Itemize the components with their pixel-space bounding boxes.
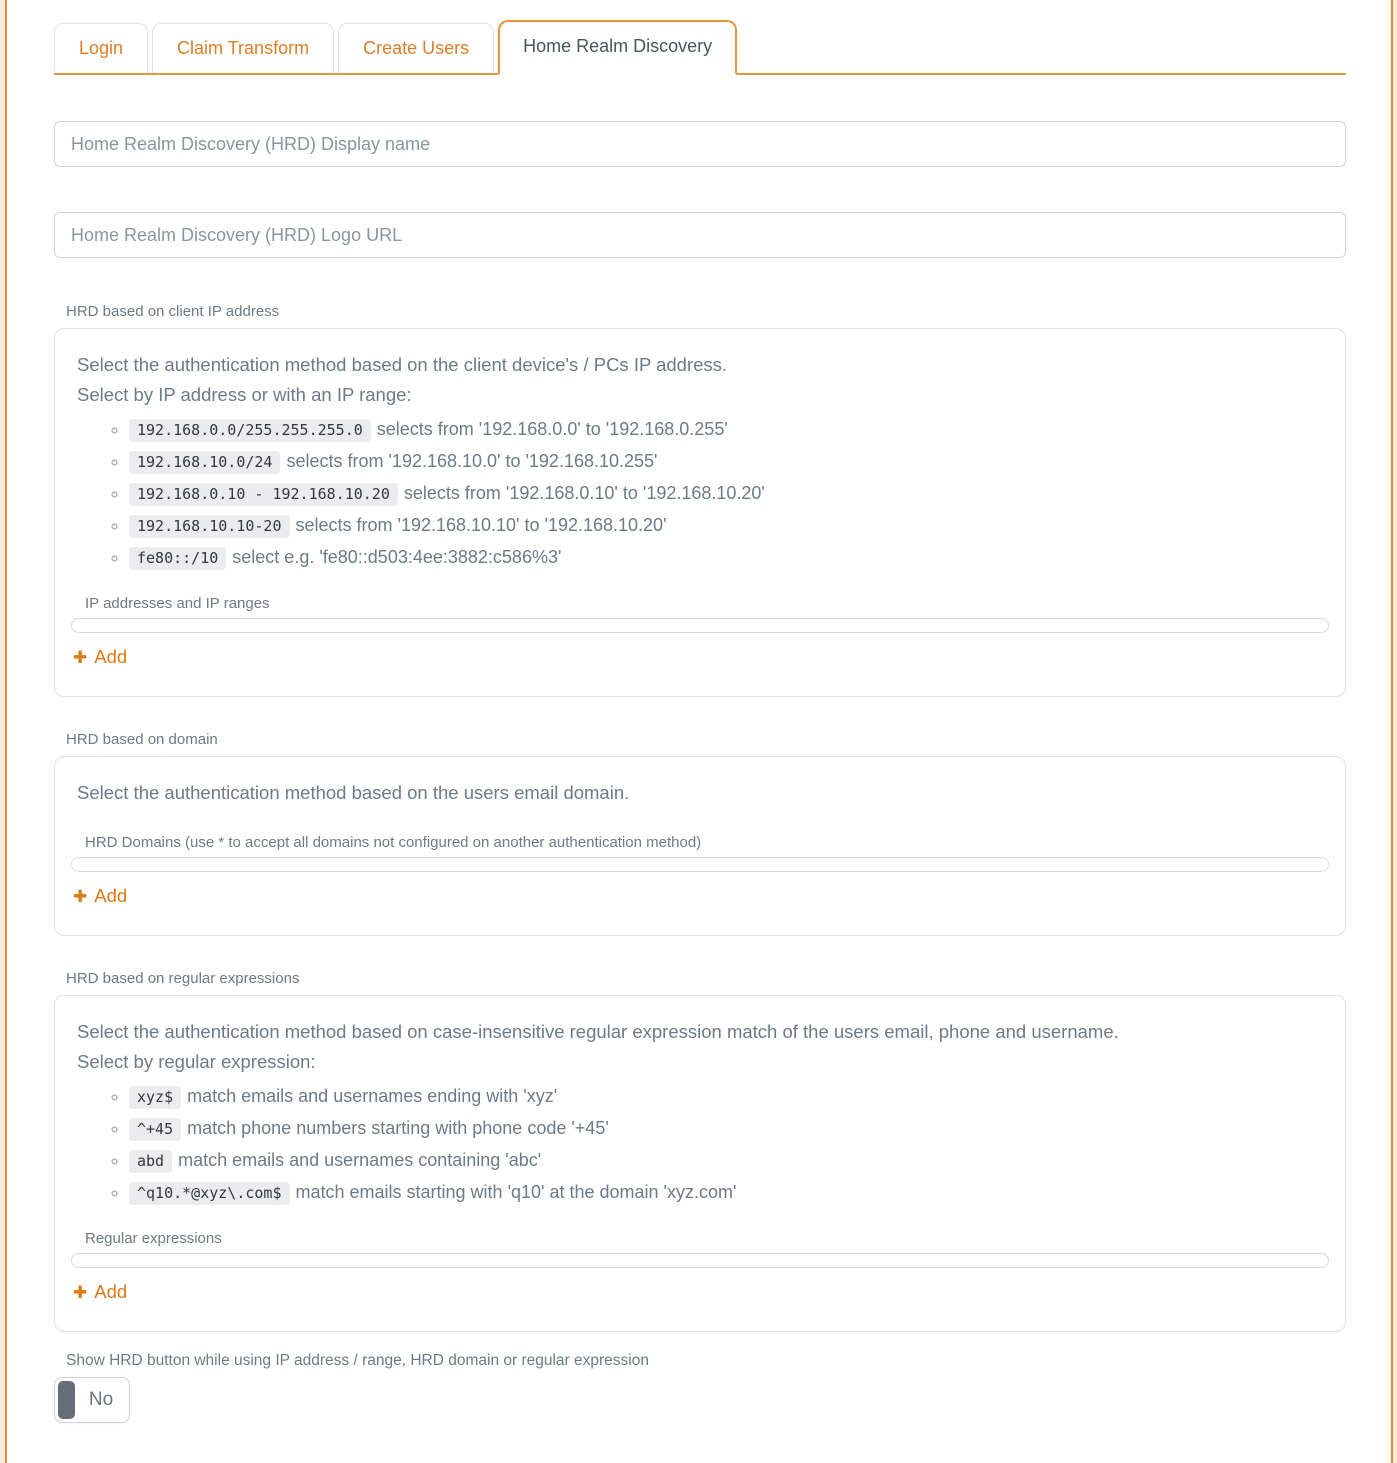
hrd-display-name-input[interactable]	[54, 121, 1346, 167]
list-item	[129, 1118, 1329, 1140]
list-item	[129, 547, 1329, 569]
add-button-label: Add	[94, 646, 128, 667]
regex-example-code: ^q10.*@xyz\.com$	[129, 1182, 290, 1205]
list-item	[129, 451, 1329, 473]
plus-icon: ✚	[73, 886, 88, 906]
plus-icon: ✚	[73, 1282, 88, 1302]
list-item	[129, 419, 1329, 441]
regex-description-line2: Select by regular expression:	[77, 1051, 316, 1072]
tab-bar	[54, 20, 1346, 75]
section-box-ip	[54, 328, 1346, 697]
ip-ranges-input[interactable]	[71, 618, 1329, 633]
regex-example-text: match emails and usernames containing 'abc'	[178, 1150, 542, 1170]
plus-icon: ✚	[73, 647, 88, 667]
regex-example-text: match emails and usernames ending with 'xyz'	[187, 1086, 558, 1106]
ip-example-code: 192.168.10.0/24	[129, 451, 280, 474]
regex-description-line1: Select the authentication method based on case-insensitive regular expression match of the users email, phone and username.	[77, 1021, 1119, 1042]
domain-description: Select the authentication method based on the users email domain.	[77, 782, 630, 803]
section-box-regex	[54, 995, 1346, 1332]
list-item	[129, 1150, 1329, 1172]
regex-field-label: Regular expressions	[85, 1230, 222, 1247]
ip-description-line1: Select the authentication method based on the client device's / PCs IP address.	[77, 354, 728, 375]
section-hrd-regex	[54, 970, 1346, 1332]
add-domain-button[interactable]	[73, 885, 127, 907]
section-hrd-domain	[54, 731, 1346, 936]
tab-home-realm-discovery[interactable]: Home Realm Discovery	[498, 20, 737, 75]
ip-example-text: selects from '192.168.10.10' to '192.168.10.20'	[295, 515, 667, 535]
hrd-settings-page	[5, 0, 1393, 1463]
hrd-logo-url-input[interactable]	[54, 212, 1346, 258]
hrd-domains-input[interactable]	[71, 857, 1329, 872]
domain-field-label: HRD Domains (use * to accept all domains not configured on another authentication method)	[85, 834, 702, 851]
ip-example-list	[71, 419, 1329, 569]
ip-description-line2: Select by IP address or with an IP range:	[77, 384, 412, 405]
section-box-domain	[54, 756, 1346, 936]
regex-example-code: xyz$	[129, 1086, 181, 1109]
tab-claim-transform[interactable]: Claim Transform	[152, 23, 334, 73]
section-hrd-ip	[54, 303, 1346, 697]
ip-example-code: 192.168.0.0/255.255.255.0	[129, 419, 371, 442]
tab-create-users[interactable]: Create Users	[338, 23, 494, 73]
regex-example-text: match emails starting with 'q10' at the domain 'xyz.com'	[295, 1182, 737, 1202]
list-item	[129, 1086, 1329, 1108]
list-item	[129, 515, 1329, 537]
add-button-label: Add	[94, 1281, 128, 1302]
show-hrd-button-label: Show HRD button while using IP address / range, HRD domain or regular expression	[66, 1352, 649, 1369]
ip-example-text: select e.g. 'fe80::d503:4ee:3882:c586%3'	[232, 547, 562, 567]
ip-example-code: 192.168.10.10-20	[129, 515, 290, 538]
toggle-handle	[58, 1381, 75, 1419]
section-legend-ip: HRD based on client IP address	[66, 303, 280, 320]
toggle-value: No	[88, 1389, 114, 1410]
section-legend-domain: HRD based on domain	[66, 731, 218, 748]
add-regex-button[interactable]	[73, 1281, 127, 1303]
section-legend-regex: HRD based on regular expressions	[66, 970, 300, 987]
regex-example-text: match phone numbers starting with phone code '+45'	[187, 1118, 609, 1138]
tab-login[interactable]: Login	[54, 23, 148, 73]
add-ip-range-button[interactable]	[73, 646, 127, 668]
show-hrd-button-toggle[interactable]	[54, 1377, 130, 1423]
list-item	[129, 1182, 1329, 1204]
regex-example-code: abd	[129, 1150, 172, 1173]
list-item	[129, 483, 1329, 505]
add-button-label: Add	[94, 885, 128, 906]
ip-example-text: selects from '192.168.0.0' to '192.168.0.255'	[376, 419, 728, 439]
ip-ranges-field-label: IP addresses and IP ranges	[85, 595, 270, 612]
show-hrd-button-block	[54, 1352, 1346, 1423]
ip-example-code: fe80::/10	[129, 547, 226, 570]
ip-example-text: selects from '192.168.0.10' to '192.168.10.20'	[403, 483, 765, 503]
regex-example-code: ^+45	[129, 1118, 181, 1141]
ip-example-text: selects from '192.168.10.0' to '192.168.10.255'	[286, 451, 658, 471]
regex-example-list	[71, 1086, 1329, 1204]
ip-example-code: 192.168.0.10 - 192.168.10.20	[129, 483, 398, 506]
regular-expressions-input[interactable]	[71, 1253, 1329, 1268]
